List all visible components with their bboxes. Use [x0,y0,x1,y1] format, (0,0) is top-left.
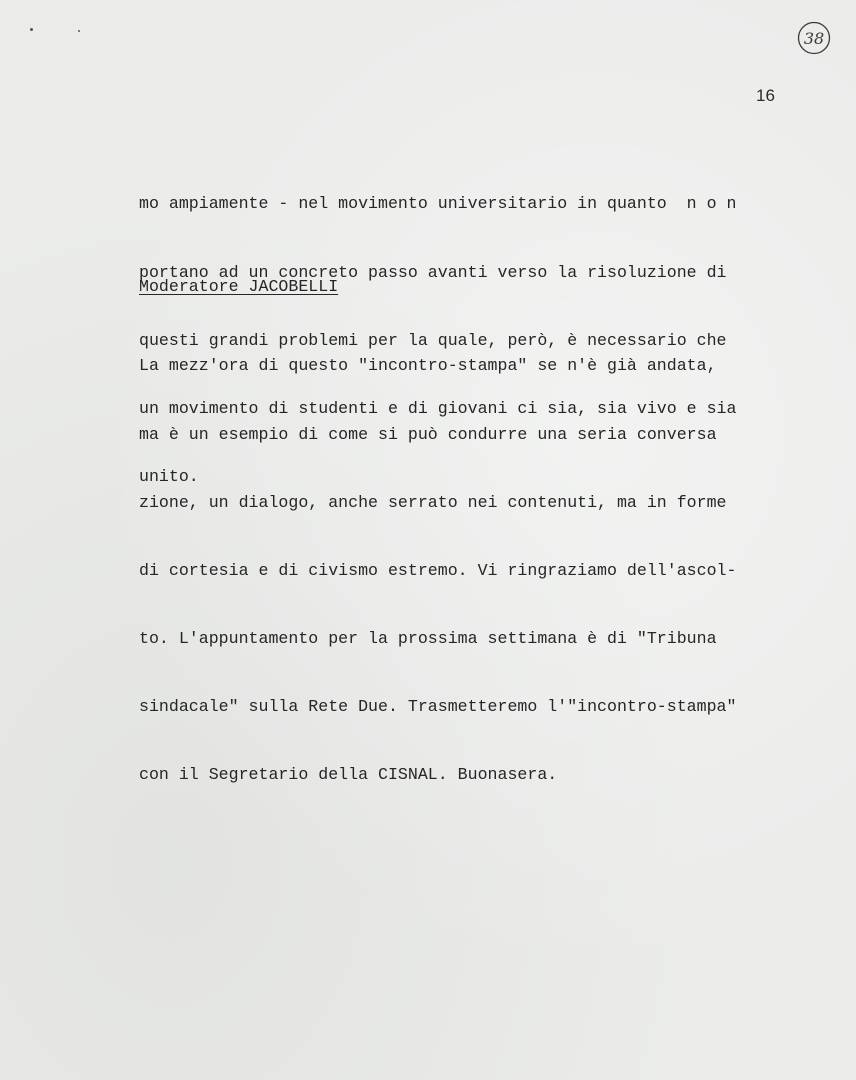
text-line: sindacale" sulla Rete Due. Trasmetteremo l'"incontro-stampa" [139,696,737,716]
paragraph-2 [139,310,789,832]
text-line: portano ad un concreto passo avanti verso la risoluzione di [139,262,727,282]
archive-stamp-icon [796,20,832,56]
text-line: ma è un esempio di come si può condurre una seria conversa [139,424,717,444]
paper-speck [30,28,33,31]
text-line: to. L'appuntamento per la prossima settimana è di "Tribuna [139,628,717,648]
text-line: zione, un dialogo, anche serrato nei contenuti, ma in forme [139,492,727,512]
text-line: La mezz'ora di questo "incontro-stampa" se n'è già andata, [139,356,717,376]
page-number: 16 [756,86,775,105]
speaker-label: Moderatore JACOBELLI [139,277,339,296]
text-line: con il Segretario della CISNAL. Buonasera. [139,764,558,784]
text-line: questi grandi problemi per la quale, però, è necessario che [139,330,727,350]
paper-speck [78,30,80,32]
text-line: mo ampiamente - nel movimento universitario in quanto n o n [139,194,737,214]
text-line: unito. [139,466,199,486]
archive-stamp-number: 38 [803,29,825,48]
text-line: un movimento di studenti e di giovani ci sia, sia vivo e sia [139,398,737,418]
text-line: di cortesia e di civismo estremo. Vi ringraziamo dell'ascol- [139,560,737,580]
